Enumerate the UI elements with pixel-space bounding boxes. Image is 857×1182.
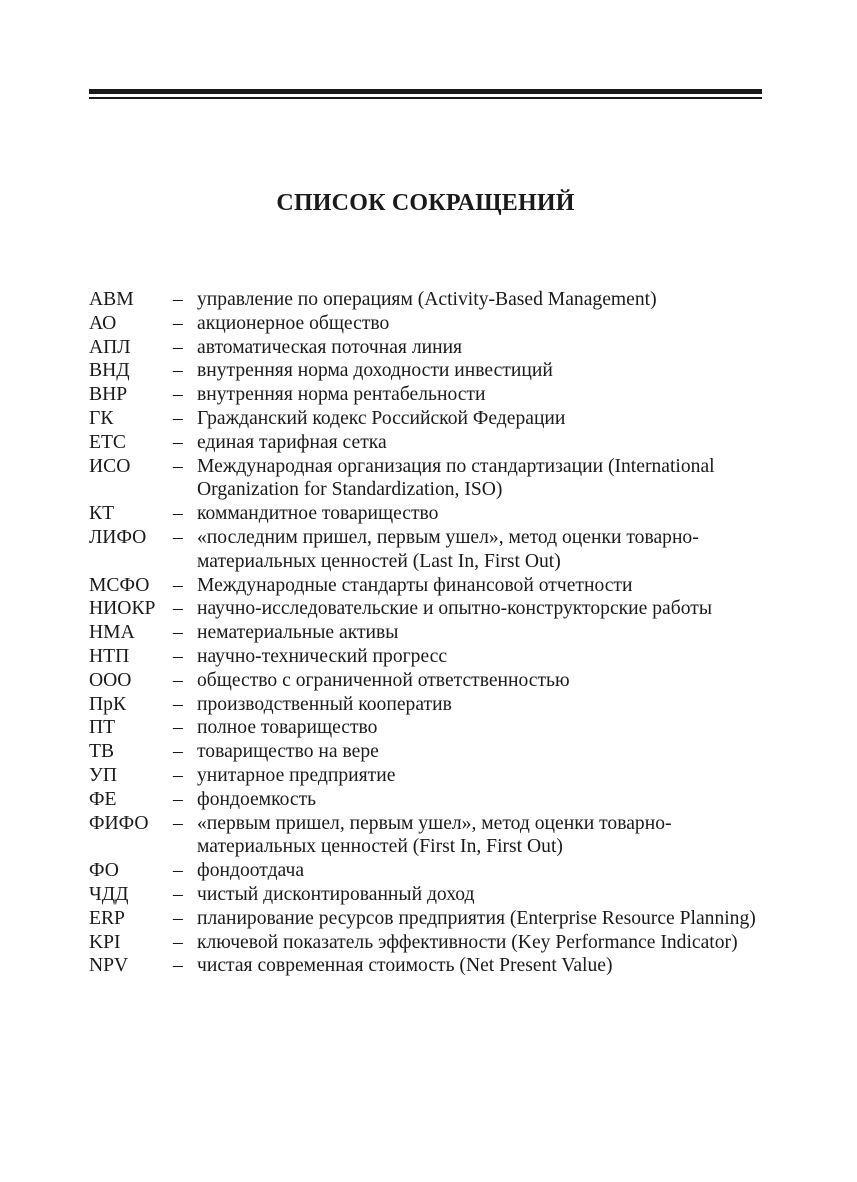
abbreviation-definition: Гражданский кодекс Российской Федерации (197, 407, 566, 429)
abbreviation-definition: управление по операциям (Activity-Based Management) (197, 289, 657, 310)
abbreviation: АО (89, 312, 117, 334)
abbreviation-row (89, 455, 769, 503)
abbreviation-definition: Международная организация по стандартизации (International Organization for Standardization, ISO) (197, 455, 715, 501)
abbreviation-definition: унитарное предприятие (197, 764, 396, 786)
dash: – (173, 384, 183, 406)
abbreviation: ПТ (89, 717, 116, 739)
abbreviation-row (89, 788, 769, 812)
abbreviation-definition: коммандитное товарищество (197, 503, 439, 525)
abbreviation-row (89, 883, 769, 907)
abbreviation-list (89, 288, 769, 978)
abbreviation-row (89, 764, 769, 788)
abbreviation-row (89, 859, 769, 883)
abbreviation: АПЛ (89, 336, 131, 358)
abbreviation-row (89, 740, 769, 764)
abbreviation-definition: планирование ресурсов предприятия (Enterprise Resource Planning) (197, 907, 756, 929)
abbreviation-row (89, 621, 769, 645)
abbreviation-row (89, 383, 769, 407)
abbreviation: КТ (89, 503, 115, 525)
abbreviation-definition: «первым пришел, первым ушел», метод оценки товарно-материальных ценностей (First In, First Out) (197, 812, 672, 858)
abbreviation: ВНР (89, 384, 128, 406)
abbreviation-row (89, 597, 769, 621)
abbreviation-definition: фондоемкость (197, 788, 317, 810)
page-title: СПИСОК СОКРАЩЕНИЙ (276, 190, 575, 216)
abbreviation-row (89, 812, 769, 860)
abbreviation: ИСО (89, 455, 131, 477)
abbreviation-definition: фондоотдача (197, 860, 305, 882)
abbreviation-definition: внутренняя норма доходности инвестиций (197, 360, 553, 382)
abbreviation: АВМ (89, 289, 134, 310)
dash: – (173, 669, 183, 691)
abbreviation-row (89, 693, 769, 717)
abbreviation-definition: внутренняя норма рентабельности (197, 384, 486, 406)
dash: – (173, 622, 183, 644)
dash: – (173, 503, 183, 525)
abbreviation-definition: общество с ограниченной ответственностью (197, 669, 570, 691)
abbreviation-definition: производственный кооператив (197, 693, 452, 715)
abbreviation-row (89, 931, 769, 955)
dash: – (173, 955, 183, 977)
abbreviation: ГК (89, 407, 114, 429)
abbreviation: ВНД (89, 360, 130, 382)
header-rule-thin (89, 97, 762, 99)
abbreviation-definition: Международные стандарты финансовой отчетности (197, 574, 633, 596)
abbreviation-definition: товарищество на вере (197, 741, 379, 763)
abbreviation: НМА (89, 622, 135, 644)
abbreviation-row (89, 312, 769, 336)
abbreviation: УП (89, 764, 118, 786)
abbreviation-definition: единая тарифная сетка (197, 431, 387, 453)
dash: – (173, 598, 183, 620)
abbreviation-row (89, 288, 769, 312)
abbreviation-definition: чистый дисконтированный доход (197, 883, 475, 905)
dash: – (173, 883, 183, 905)
abbreviation-definition: научно-исследовательские и опытно-конструкторские работы (197, 598, 712, 620)
abbreviation-definition: чистая современная стоимость (Net Present Value) (197, 955, 613, 977)
abbreviation-row (89, 954, 769, 978)
abbreviation-definition: научно-технический прогресс (197, 645, 448, 667)
dash: – (173, 360, 183, 382)
abbreviation: МСФО (89, 574, 150, 596)
abbreviation: ЧДД (89, 883, 129, 905)
header-rule-thick (89, 89, 762, 94)
dash: – (173, 289, 183, 310)
abbreviation: ТВ (89, 741, 115, 763)
abbreviation-row (89, 716, 769, 740)
dash: – (173, 312, 183, 334)
dash: – (173, 526, 183, 548)
abbreviation: ПрК (89, 693, 127, 715)
dash: – (173, 860, 183, 882)
abbreviation-definition: «последним пришел, первым ушел», метод оценки товарно-материальных ценностей (Last In, First Out) (197, 526, 699, 572)
dash: – (173, 407, 183, 429)
abbreviation-definition: акционерное общество (197, 312, 390, 334)
abbreviation-definition: полное товарищество (197, 717, 378, 739)
abbreviation: ERP (89, 907, 125, 929)
abbreviation-definition: ключевой показатель эффективности (Key Performance Indicator) (197, 931, 738, 953)
abbreviation-row (89, 526, 769, 574)
abbreviation-row (89, 502, 769, 526)
dash: – (173, 717, 183, 739)
dash: – (173, 431, 183, 453)
abbreviation-row (89, 407, 769, 431)
abbreviation: ЕТС (89, 431, 127, 453)
dash: – (173, 645, 183, 667)
abbreviation-row (89, 431, 769, 455)
abbreviation-row (89, 574, 769, 598)
abbreviation: НИОКР (89, 598, 156, 620)
dash: – (173, 788, 183, 810)
abbreviation: NPV (89, 955, 129, 977)
abbreviation: ЛИФО (89, 526, 147, 548)
abbreviation: ООО (89, 669, 132, 691)
dash: – (173, 336, 183, 358)
abbreviation: KPI (89, 931, 121, 953)
dash: – (173, 693, 183, 715)
abbreviation: ФЕ (89, 788, 117, 810)
abbreviation-row (89, 669, 769, 693)
dash: – (173, 574, 183, 596)
abbreviation: ФИФО (89, 812, 149, 834)
dash: – (173, 931, 183, 953)
dash: – (173, 764, 183, 786)
dash: – (173, 907, 183, 929)
abbreviation-row (89, 336, 769, 360)
abbreviation: ФО (89, 860, 119, 882)
abbreviation-definition: автоматическая поточная линия (197, 336, 463, 358)
dash: – (173, 741, 183, 763)
abbreviation: НТП (89, 645, 130, 667)
abbreviation-row (89, 907, 769, 931)
dash: – (173, 812, 183, 834)
abbreviation-definition: нематериальные активы (197, 622, 399, 644)
abbreviation-row (89, 359, 769, 383)
dash: – (173, 455, 183, 477)
abbreviation-row (89, 645, 769, 669)
